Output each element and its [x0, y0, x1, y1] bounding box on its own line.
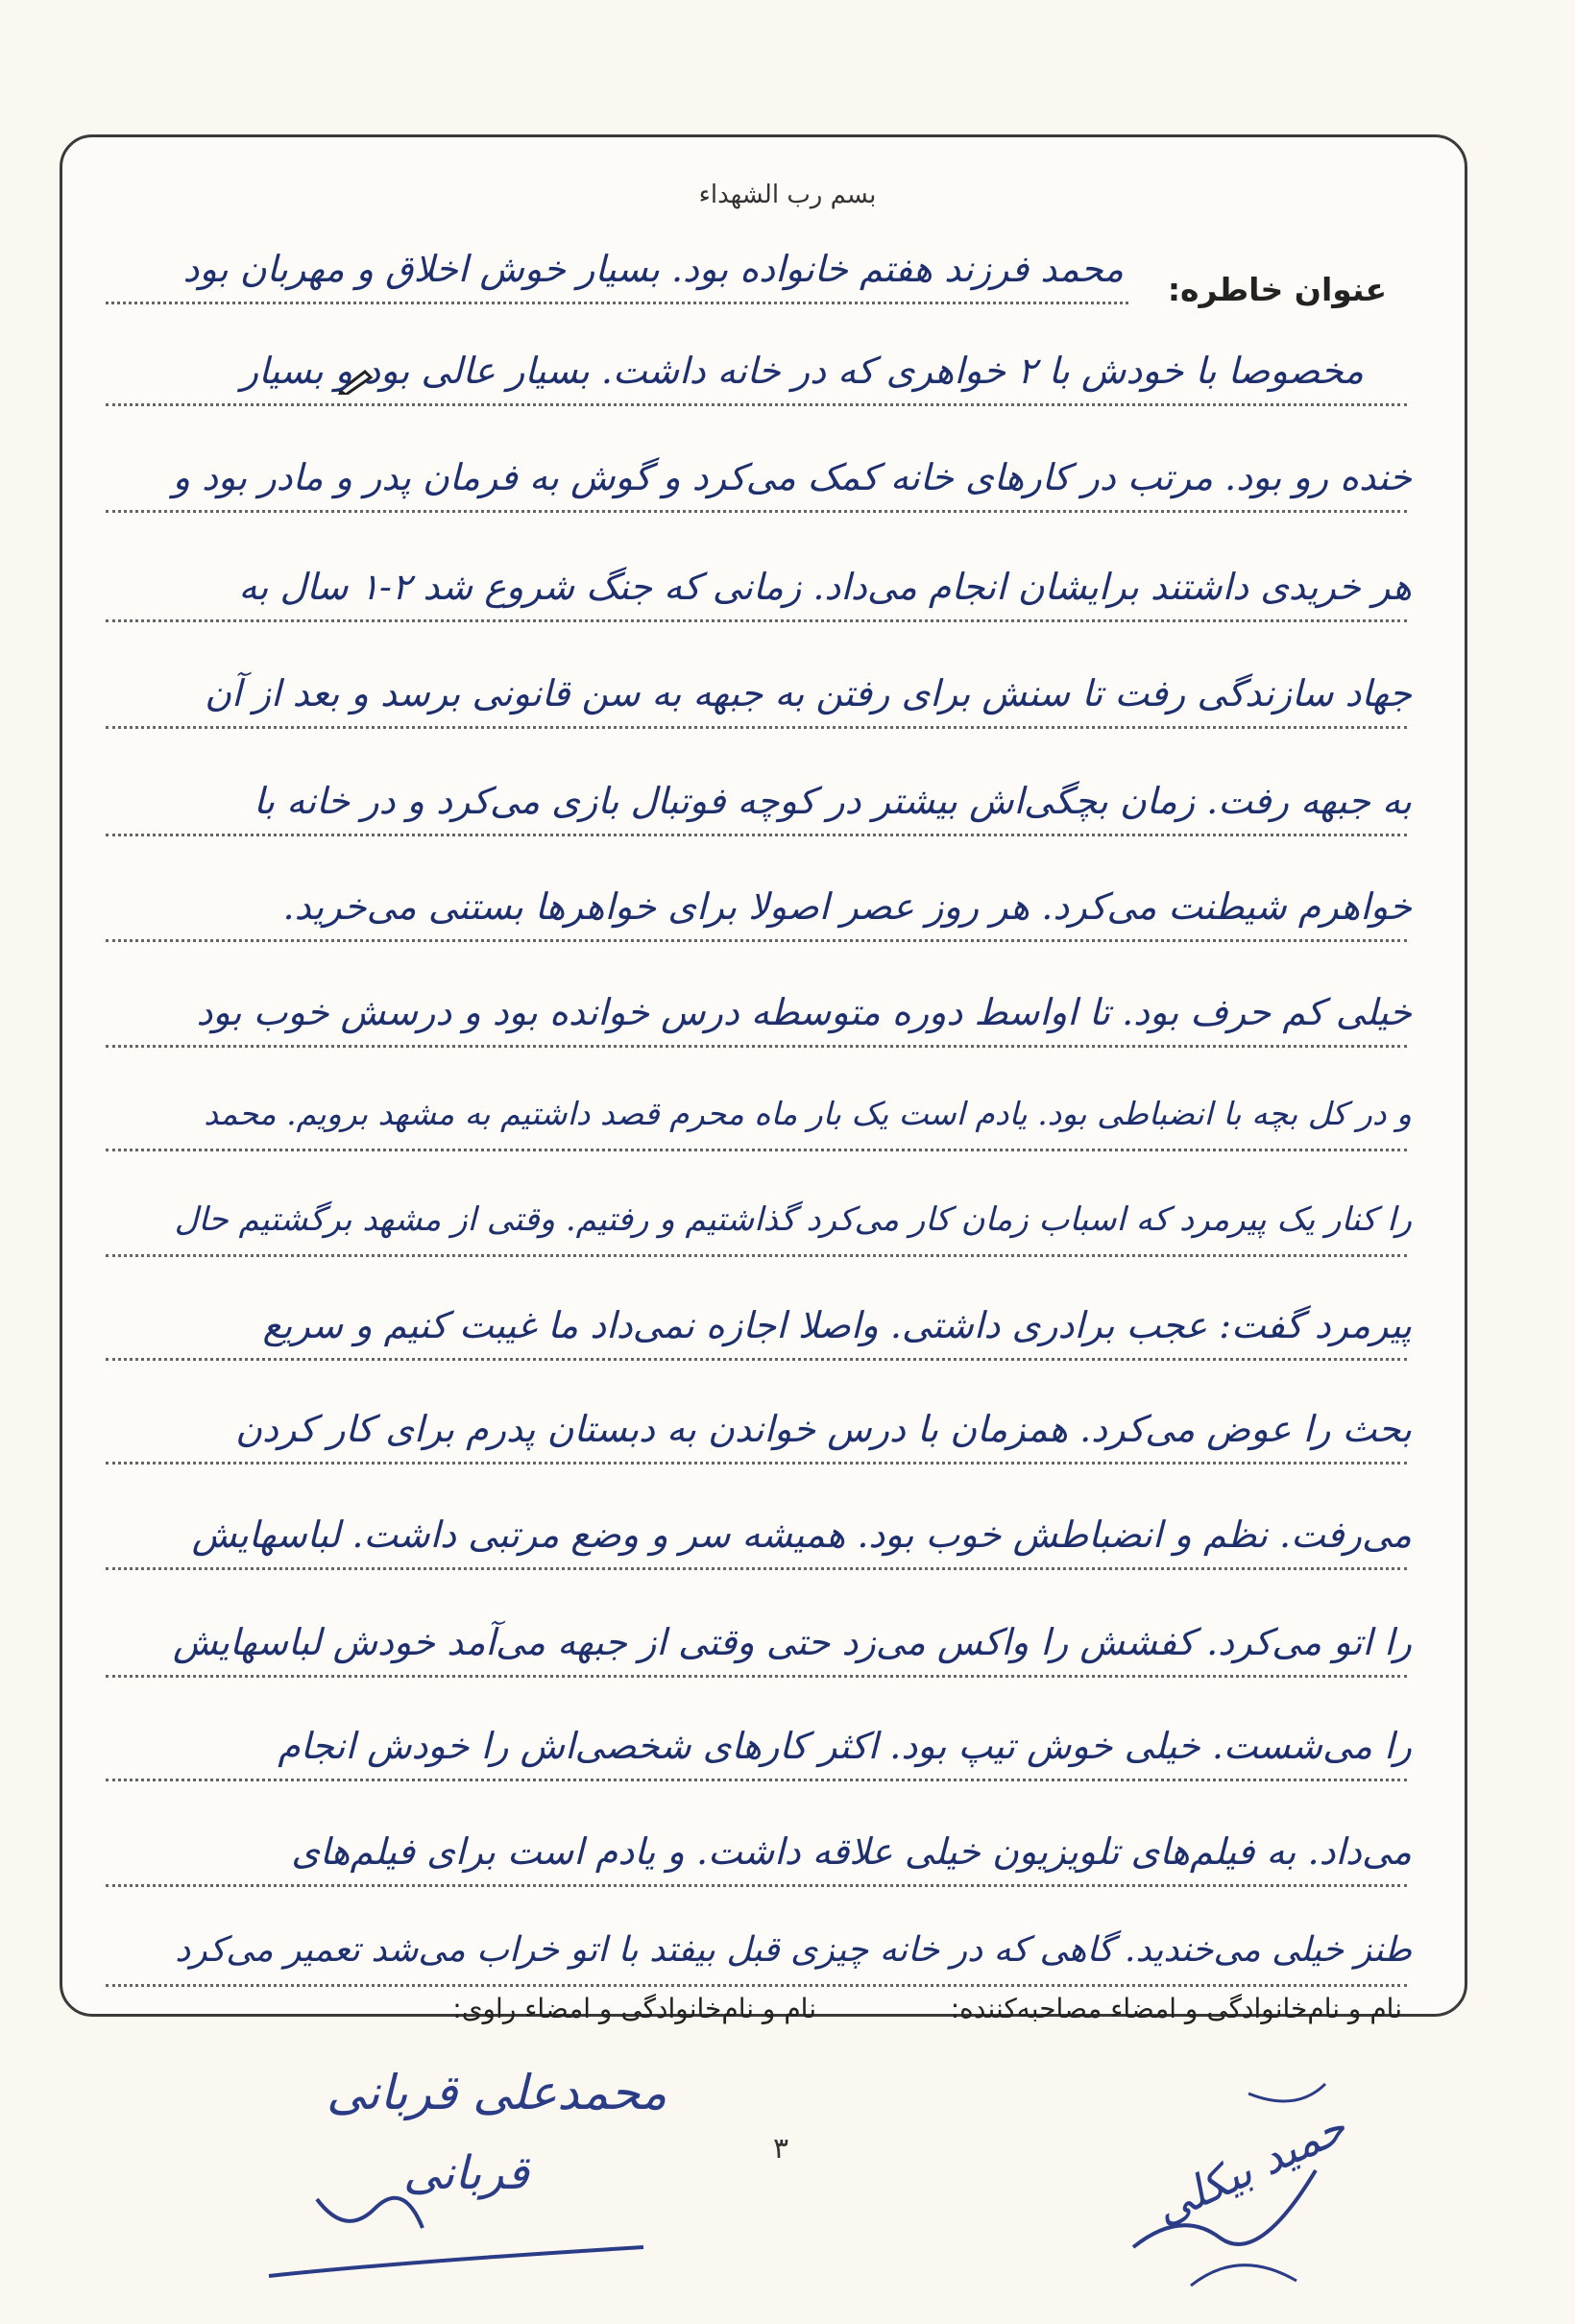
- narrator-signature-scrawl: [259, 2170, 663, 2286]
- narrator-signature-surname: قربانی: [403, 2146, 529, 2200]
- interviewer-signature-scrawl: [1104, 2055, 1354, 2305]
- dotted-rule: [106, 834, 1407, 836]
- handwritten-line: را اتو می‌کرد. کفشش را واکس می‌زد حتی وقتی از جبهه می‌آمد خودش لباسهایش: [172, 1621, 1412, 1663]
- dotted-rule: [106, 1045, 1407, 1048]
- handwritten-line: می‌داد. به فیلم‌های تلویزیون خیلی علاقه داشت. و یادم است برای فیلم‌های: [291, 1830, 1412, 1873]
- handwritten-line: خیلی کم حرف بود. تا اواسط دوره متوسطه درس خوانده بود و درسش خوب بود: [196, 991, 1412, 1033]
- handwritten-line: خواهرم شیطنت می‌کرد. هر روز عصر اصولا برای خواهرها بستنی می‌خرید.: [282, 885, 1412, 928]
- dotted-rule: [106, 1779, 1407, 1781]
- dotted-rule: [106, 1884, 1407, 1887]
- memory-title-label: عنوان خاطره:: [1167, 271, 1387, 308]
- dotted-rule: [106, 1567, 1407, 1570]
- dotted-rule: [106, 1675, 1407, 1678]
- handwritten-line: می‌رفت. نظم و انضباطش خوب بود. همیشه سر و وضع مرتبی داشت. لباسهایش: [191, 1513, 1412, 1556]
- page-number: ۳: [773, 2132, 789, 2166]
- handwritten-line: طنز خیلی می‌خندید. گاهی که در خانه چیزی قبل بیفتد با اتو خراب می‌شد تعمیر می‌کرد: [175, 1930, 1412, 1970]
- dotted-rule: [106, 1149, 1407, 1151]
- dotted-rule: [106, 1984, 1407, 1987]
- handwritten-line: و در کل بچه با انضباطی بود. یادم است یک بار ماه محرم قصد داشتیم به مشهد برویم. محمد: [204, 1095, 1412, 1132]
- handwritten-line: به جبهه رفت. زمان بچگی‌اش بیشتر در کوچه فوتبال بازی می‌کرد و در خانه با: [253, 780, 1412, 822]
- dotted-rule: [106, 1358, 1407, 1361]
- handwritten-line: مخصوصا با خودش با ۲ خواهری که در خانه داشت. بسیار عالی بود و بسیار: [240, 350, 1364, 392]
- dotted-rule: [106, 619, 1407, 622]
- handwritten-line: را می‌شست. خیلی خوش تیپ بود. اکثر کارهای شخصی‌اش را خودش انجام: [278, 1725, 1412, 1767]
- narrator-signature-name: محمدعلی قربانی: [327, 2065, 667, 2120]
- dotted-rule: [106, 939, 1407, 942]
- dotted-rule: [106, 302, 1128, 304]
- basmala-header: بسم رب الشهداء: [698, 181, 877, 209]
- handwritten-line: محمد فرزند هفتم خانواده بود. بسیار خوش اخلاق و مهربان بود: [182, 248, 1124, 290]
- handwritten-line: هر خریدی داشتند برایشان انجام می‌داد. زمانی که جنگ شروع شد ۲-۱ سال به: [238, 566, 1412, 608]
- handwritten-line: بحث را عوض می‌کرد. همزمان با درس خواندن به دبستان پدرم برای کار کردن: [235, 1408, 1412, 1450]
- dotted-rule: [106, 510, 1407, 513]
- narrator-label: نام و نام‌خانوادگی و امضاء راوی:: [452, 1993, 816, 2024]
- interviewer-signature-name: حمید بیکلی: [1146, 2100, 1354, 2235]
- handwritten-line: را کنار یک پیرمرد که اسباب زمان کار می‌کرد گذاشتیم و رفتیم. وقتی از مشهد برگشتیم حال: [174, 1200, 1412, 1239]
- handwritten-line: خنده رو بود. مرتب در کارهای خانه کمک می‌کرد و گوش به فرمان پدر و مادر بود و: [172, 456, 1412, 498]
- dotted-rule: [106, 1462, 1407, 1465]
- dotted-rule: [106, 1254, 1407, 1257]
- dotted-rule: [106, 403, 1407, 406]
- handwritten-line: پیرمرد گفت: عجب برادری داشتی. واصلا اجازه نمی‌داد ما غیبت کنیم و سریع: [262, 1304, 1412, 1346]
- handwritten-line: جهاد سازندگی رفت تا سنش برای رفتن به جبهه به سن قانونی برسد و بعد از آن: [205, 672, 1412, 714]
- dotted-rule: [106, 726, 1407, 729]
- interviewer-label: نام و نام‌خانوادگی و امضاء مصاحبه‌کننده:: [950, 1993, 1402, 2024]
